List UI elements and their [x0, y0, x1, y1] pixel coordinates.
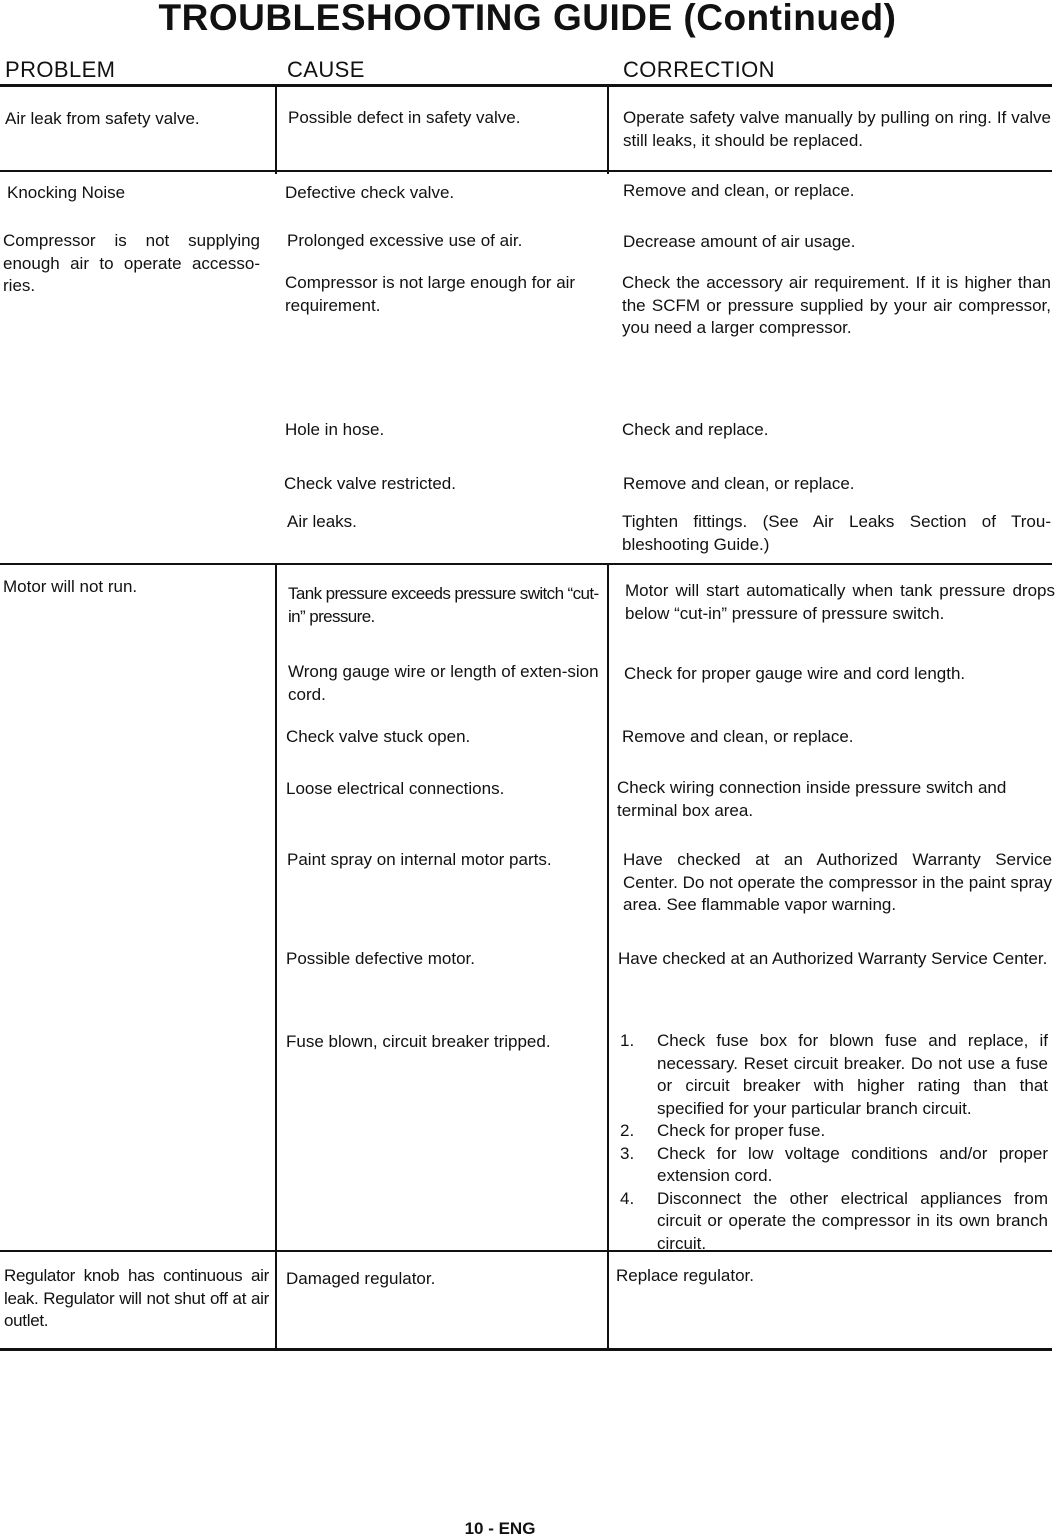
cause-cell: Possible defective motor.	[286, 949, 475, 968]
cause-cell: Hole in hose.	[285, 420, 385, 439]
column-divider	[607, 86, 609, 174]
cause-cell: Loose electrical connections.	[286, 779, 505, 798]
column-divider	[275, 563, 277, 1252]
correction-cell: Check the accessory air requirement. If it is higher than the SCFM or pressure supplied by your air compressor, you need a larger compressor.	[622, 273, 1051, 337]
list-item: 1. Check fuse box for blown fuse and replace, if necessary. Reset circuit breaker. Do not use a fuse or circuit breaker with higher rating than that specified for your particular branch circuit.	[620, 1031, 1048, 1118]
cause-cell: Tank pressure exceeds pressure switch “cut-in” pressure.	[288, 584, 599, 626]
correction-cell: Check for proper gauge wire and cord length.	[624, 664, 966, 683]
cause-cell: Paint spray on internal motor parts.	[287, 850, 552, 869]
list-item: 4. Disconnect the other electrical appliances from circuit or operate the compressor in its own branch circuit.	[620, 1188, 1048, 1253]
list-item: 2. Check for proper fuse.	[620, 1121, 826, 1140]
correction-cell: Remove and clean, or replace.	[622, 727, 854, 746]
cause-cell: Air leaks.	[287, 512, 357, 531]
correction-cell: Replace regulator.	[616, 1266, 754, 1285]
fuse-steps-list	[620, 1030, 1048, 1255]
correction-cell: Remove and clean, or replace.	[623, 181, 855, 200]
cause-cell: Check valve restricted.	[284, 474, 456, 493]
problem-cell: Motor will not run.	[3, 577, 138, 596]
cause-cell: Compressor is not large enough for air requirement.	[285, 273, 576, 315]
problem-cell: Air leak from safety valve.	[5, 109, 200, 128]
problem-cell: Knocking Noise	[7, 183, 126, 202]
header-rule	[0, 84, 1052, 87]
header-correction: CORRECTION	[623, 57, 775, 82]
problem-cell: Regulator knob has continuous air leak. Regulator will not shut off at air outlet.	[4, 1266, 269, 1330]
correction-cell: Have checked at an Authorized Warranty Service Center. Do not operate the compressor in the paint spray area. See flammable vapor warning.	[623, 850, 1052, 914]
cause-cell: Defective check valve.	[285, 183, 455, 202]
page-title: TROUBLESHOOTING GUIDE (Continued)	[158, 0, 897, 38]
correction-cell: Check and replace.	[622, 420, 769, 439]
problem-cell: Compressor is not supplying enough air to operate accesso-ries.	[3, 231, 260, 295]
table-bottom-rule	[0, 1348, 1052, 1351]
correction-cell: Operate safety valve manually by pulling on ring. If valve still leaks, it should be replaced.	[623, 108, 1051, 150]
cause-cell: Possible defect in safety valve.	[288, 108, 521, 127]
correction-cell: Check wiring connection inside pressure switch and terminal box area.	[617, 778, 1007, 820]
cause-cell: Damaged regulator.	[286, 1269, 436, 1288]
correction-cell: Have checked at an Authorized Warranty Service Center.	[618, 949, 1048, 968]
column-divider	[607, 1250, 609, 1350]
page-number: 10 - ENG	[464, 1519, 536, 1538]
row-divider	[0, 170, 1052, 172]
correction-cell: Tighten fittings. (See Air Leaks Section of Trou-bleshooting Guide.)	[622, 512, 1051, 554]
column-divider	[275, 1250, 277, 1350]
correction-cell: Decrease amount of air usage.	[623, 232, 856, 251]
correction-cell: Remove and clean, or replace.	[623, 474, 855, 493]
header-problem: PROBLEM	[5, 57, 116, 82]
cause-cell: Wrong gauge wire or length of exten-sion cord.	[288, 662, 599, 704]
row-divider	[0, 563, 1052, 565]
list-item: 3. Check for low voltage conditions and/or proper extension cord.	[620, 1143, 1048, 1185]
column-divider	[275, 86, 277, 174]
cause-cell: Fuse blown, circuit breaker tripped.	[286, 1032, 551, 1051]
cause-cell: Prolonged excessive use of air.	[287, 231, 523, 250]
column-divider	[607, 563, 609, 1252]
cause-cell: Check valve stuck open.	[286, 727, 471, 746]
header-cause: CAUSE	[287, 57, 365, 82]
correction-cell: Motor will start automatically when tank pressure drops below “cut-in” pressure of pressure switch.	[625, 581, 1055, 623]
